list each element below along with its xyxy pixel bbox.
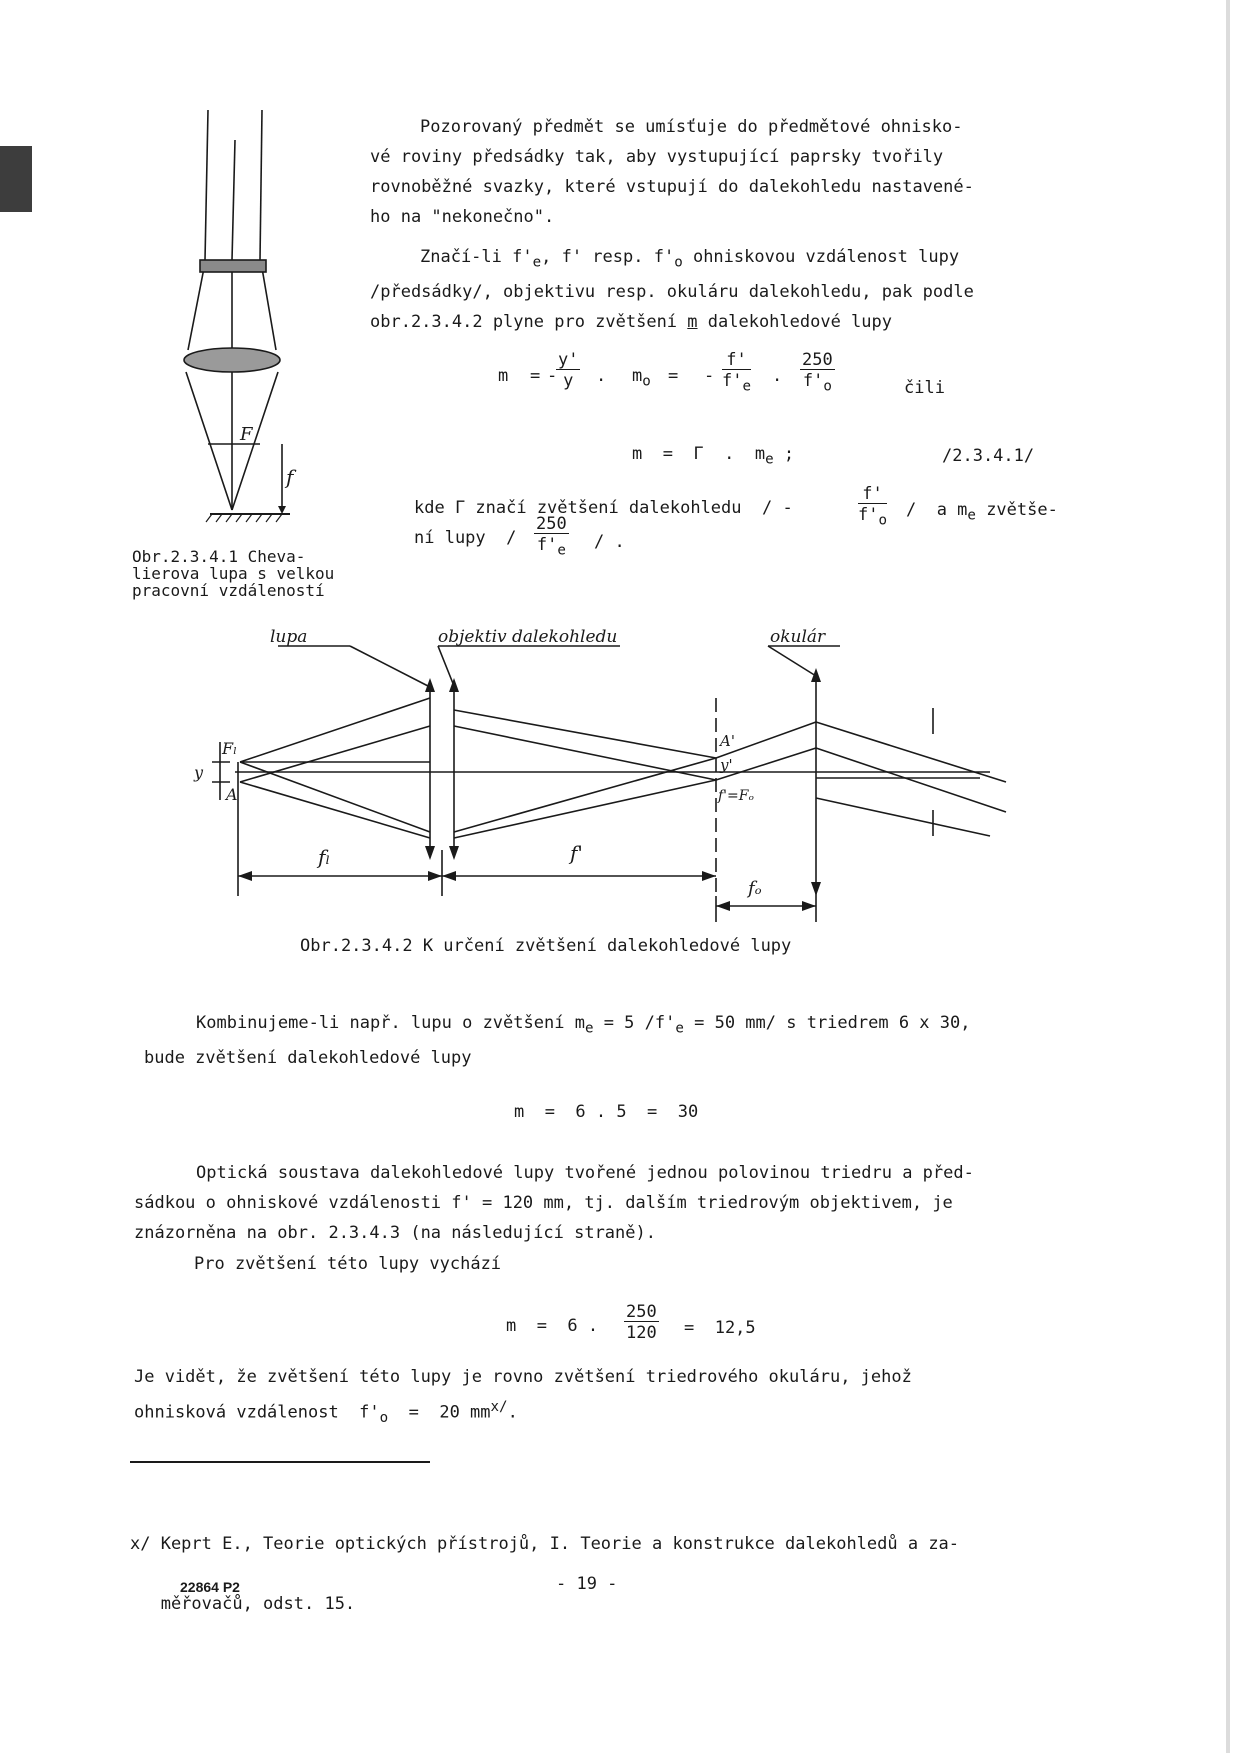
label-lupa: lupa bbox=[270, 627, 308, 647]
footnote-rule bbox=[130, 1461, 430, 1463]
footnote: x/ Keprt E., Teorie optických přístrojů, I. Teorie a konstrukce dalekohledů a za- měřovačů, odst. 15. bbox=[130, 1534, 960, 1614]
figure-2-caption: Obr.2.3.4.2 K určení zvětšení dalekohledové lupy bbox=[300, 936, 792, 956]
optical-line: sádkou o ohniskové vzdálenosti f' = 120 mm, tj. dalším triedrovým objektivem, je bbox=[134, 1193, 953, 1213]
fraction-250-fo: $\frac{250}{f'_o}$ bbox=[802, 350, 833, 395]
figure-1-caption: Obr.2.3.4.1 Cheva- lierova lupa s velkou pracovní vzdáleností bbox=[132, 547, 335, 600]
label-okular: okulár bbox=[770, 627, 826, 647]
definition-line-1: Značí-li $f'_e$, f' resp. $f'_o$ ohniskovou vzdálenost lupy bbox=[420, 247, 960, 271]
loupe-lens bbox=[184, 348, 280, 372]
scan-edge-mark bbox=[0, 146, 32, 212]
front-lens bbox=[200, 260, 266, 272]
label-F: F bbox=[240, 424, 253, 445]
figure-chevalier-loupe bbox=[150, 110, 350, 530]
fraction-y: $\frac{y'}{y}$ bbox=[558, 350, 579, 391]
intro-line: ho na "nekonečno". bbox=[370, 207, 555, 227]
combination-line-2: bude zvětšení dalekohledové lupy bbox=[144, 1048, 472, 1069]
label-y: y bbox=[194, 763, 204, 782]
incoming-ray-right bbox=[260, 110, 262, 260]
intro-paragraph bbox=[370, 112, 974, 232]
label-A-prime: A' bbox=[720, 732, 735, 750]
conclusion-line-2: ohnisková vzdálenost $f'_o = 20$ $mm^{x/}$. bbox=[134, 1399, 518, 1427]
combination-paragraph bbox=[144, 1008, 971, 1073]
label-objektiv: objektiv dalekohledu bbox=[438, 627, 618, 647]
intro-line: vé roviny předsádky tak, aby vystupující paprsky tvořily bbox=[370, 147, 944, 167]
combination-line-1: Kombinujeme-li např. lupu o zvětšení $m_e = 5$ $/f'_e = 50$ mm/ s triedrem 6 x 30, bbox=[196, 1013, 971, 1037]
figure-telescope-loupe bbox=[194, 627, 1040, 920]
label-Fl: Fₗ bbox=[222, 739, 237, 758]
print-code: 22864 P2 bbox=[180, 1579, 240, 1595]
label-f-prime: f' bbox=[570, 841, 583, 865]
fraction-f-fo: $\frac{f'}{f'_o}$ bbox=[858, 484, 888, 529]
label-fl: fₗ bbox=[318, 845, 331, 869]
conclusion-line-1: Je vidět, že zvětšení této lupy je rovno zvětšení triedrového okuláru, jehož bbox=[134, 1367, 912, 1387]
definition-paragraph bbox=[370, 242, 974, 337]
conclusion-paragraph bbox=[134, 1362, 912, 1433]
incoming-ray-center bbox=[232, 140, 235, 260]
label-y-prime: y' bbox=[720, 756, 733, 774]
intro-line: Pozorovaný předmět se umísťuje do předmětové ohnisko- bbox=[420, 117, 963, 137]
document-page: Pozorovaný předmět se umísťuje do předmětové ohnisko- vé roviny předsádky tak, aby vystupující paprsky tvořily rovnoběžné svazky, které vstupují do dalekohledu nastavené- ho na "nekonečno". Značí-li $f'_e$, f' resp. $f'_o$ ohniskovou vzdálenost lupy /předsádky/, objektivu resp. okuláru dalekohledu, pak podle obr.2.3.4.2 plyne pro zvětšení m dalekohledové lupy m = - $\frac{y'}{y}$ . $m_o$ = - $\frac{f'}{f'_e}$ . $\frac{250}{f'_o}$ čili m = Γ . $m_e$ ; /2.3.4.1/ kde Γ značí zvětšení dalekohledu / - $\frac{f'}{f'_o}$ / a $m_e$ zvětše- ní lupy / $\frac{250}{f'_e}$ / . F f Obr.2.3.4.1 Cheva- lierova lupa s velkou pracovní vzdáleností lupa objektiv dalekohledu okulár Fₗ y A A' y' f'=Fₒ fₗ f' fₒ Obr.2.3.4.2 K určení zvětšení dalekohledové lupy Kombinujeme-li např. lupu o zvětšení $m_e = 5$ $/f'_e = 50$ mm/ s triedrem 6 x 30, bude zvětšení dalekohledové lupy m = 6 . 5 = 30 Optická soustava dalekohledové lupy tvořené jednou polovinou triedru a před- sádkou o ohniskové vzdálenosti f' = 120 mm, tj. dalším triedrovým objektivem, je znázorněna na obr. 2.3.4.3 (na následující straně). Pro zvětšení této lupy vychází m = 6 . $\frac{250}{120}$ = 12,5 Je vidět, že zvětšení této lupy je rovno zvětšení triedrového okuláru, jehož ohnisková vzdálenost $f'_o = 20$ $mm^{x/}$. x/ Keprt E., Teorie optických přístrojů, I. Teorie a konstrukce dalekohledů a za- měřovačů, odst. 15. 22864 P2 - 19 - bbox=[0, 0, 1240, 1753]
definition-line-3: obr.2.3.4.2 plyne pro zvětšení m dalekohledové lupy bbox=[370, 312, 892, 333]
label-A: A bbox=[226, 785, 238, 804]
equation-3: m = 6 . 5 = 30 bbox=[514, 1102, 699, 1122]
optical-line: Optická soustava dalekohledové lupy tvořené jednou polovinou triedru a před- bbox=[196, 1163, 974, 1183]
fraction-f-fe: $\frac{f'}{f'_e}$ bbox=[722, 350, 752, 395]
incoming-ray-left bbox=[205, 110, 208, 260]
fraction-250-120: $\frac{250}{120}$ bbox=[626, 1302, 657, 1343]
scan-right-edge bbox=[1226, 0, 1230, 1753]
label-fo: fₒ bbox=[748, 878, 762, 899]
page-number: - 19 - bbox=[556, 1574, 618, 1594]
optical-system-paragraph bbox=[134, 1158, 974, 1248]
pro-zvetseni-line: Pro zvětšení této lupy vychází bbox=[194, 1254, 502, 1274]
definition-line-2: /předsádky/, objektivu resp. okuláru dalekohledu, pak podle bbox=[370, 282, 974, 303]
optical-line: znázorněna na obr. 2.3.4.3 (na následující straně). bbox=[134, 1223, 656, 1243]
label-f-eq-Fo: f'=Fₒ bbox=[718, 788, 754, 804]
label-f: f bbox=[286, 465, 294, 489]
fraction-250-fe: $\frac{250}{f'_e}$ bbox=[536, 514, 567, 559]
intro-line: rovnoběžné svazky, které vstupují do dalekohledu nastavené- bbox=[370, 177, 974, 197]
